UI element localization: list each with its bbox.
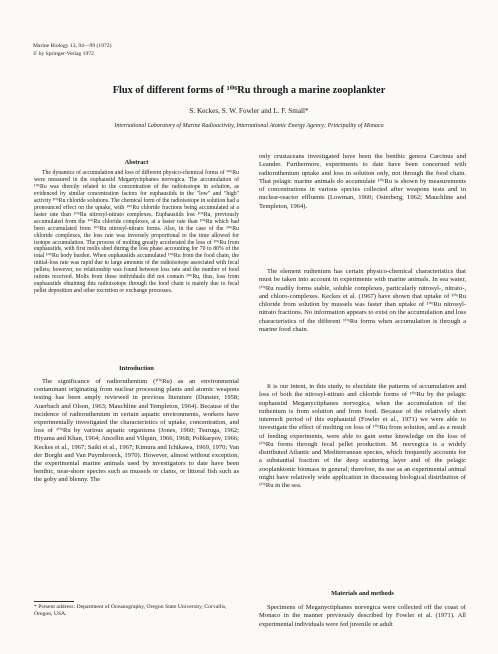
footnote: * Present address: Department of Oceanography, Oregon State University, Corvallis, Oregon, USA.: [34, 604, 227, 617]
abstract-heading: Abstract: [124, 159, 149, 166]
materials-methods-text: Specimens of Meganyctiphanes norvegica were collected off the coast of Monaco in the manner previously described by Fowler et al. (1971). All experimental individuals were fed juvenile or adult: [259, 604, 466, 628]
introduction-heading: Introduction: [119, 365, 154, 372]
copyright-line: © by Springer-Verlag 1972: [33, 50, 94, 57]
article-authors: S. Keckes, S. W. Fowler and L. F. Small*: [189, 107, 309, 115]
journal-header: [33, 43, 111, 58]
article-title: Flux of different forms of ¹⁰⁶Ru through a marine zooplankter: [112, 85, 386, 96]
introduction-text: The significance of radioruthenium (¹⁰⁶Ru) as an environmental contaminant originating from nuclear processing plants and atomic weapons testing has been amply reviewed in previous literature (Dunster, 1958; Auerbach and Olson, 1963; Mauchline and Templeton, 1964). Because of the incidence of radioruthenium in certain aquatic environments, workers have experimentally investigated the characteristics of uptake, concentration, and loss of ¹⁰⁶Ru by various aquatic organisms (Jones, 1960; Tsuruga, 1962; Hiyama and Khan, 1964; Ancellin and Vilquin, 1966, 1968; Polikarpov, 1966; Keckes et al., 1967; Saiki et al., 1967; Kimura and Ichikawa, 1969, 1970; Van der Borght and Van Puymbroeck, 1970). However, almost without exception, the experimental marine animals used by investigators to date have been benthic, near-shore species such as mussels or clams, or littoral fish such as the goby and blenny. The: [34, 378, 239, 484]
right-column-paragraph-3: It is our intent, in this study, to elucidate the patterns of accumulation and loss of both the nitrosyl-nitrato and chloride forms of ¹⁰⁶Ru by the pelagic euphausiid Meganyctiphanes norvegica, when the accumulation of the ruthenium is from solution and from food. Because of the relatively short intermolt period of this euphausiid (Fowler et al., 1971) we were able to investigate the effect of molting on loss of ¹⁰⁶Ru from solution, and as a result of feeding experiments, were able to gain some knowledge on the loss of ¹⁰⁶Ru forms through fecal pellet production. M. norvegica is a widely distributed Atlantic and Mediterranean species, which frequently accounts for a substantial fraction of the deep scattering layer and of the pelagic zooplanktonic biomass in general; therefore, its use as an experimental animal might have relatively wide application in discussing biological distribution of ¹⁰⁶Ru in the sea.: [259, 383, 466, 489]
right-column-paragraph-1: only crustaceans investigated have been the benthic genera Carcinus and Leander. Furthermore, experiments to date have been concerned with radioruthenium uptake and loss in solution only, not through the food chain. That pelagic marine animals do accumulate ¹⁰⁶Ru is shown by measurements of concentrations in various species collected after weapons tests and in nuclear-reactor effluents (Lowman, 1960; Osterberg, 1962; Mauchline and Templeton, 1964).: [259, 153, 466, 210]
materials-methods-heading: Materials and methods: [331, 590, 394, 597]
right-column-paragraph-2: The element ruthenium has certain physico-chemical characteristics that must be taken into account in experiments with marine animals. In sea water, ¹⁰⁶Ru readily forms stable, soluble complexes, particularly nitrosyl-, nitrato-, and chloro-complexes. Keckes et al. (1967) have shown that uptake of ¹⁰⁶Ru chloride from solution by mussels was faster than uptake of ¹⁰⁶Ru nitrosyl-nitrato fractions. No information appears to exist on the accumulation and loss characteristics of the different ¹⁰⁶Ru forms when accumulation is through a marine food chain.: [259, 268, 466, 333]
journal-citation: Marine Biology 13, 94—99 (1972): [33, 43, 112, 49]
footnote-rule: [34, 601, 74, 602]
abstract-text: The dynamics of accumulation and loss of different physico-chemical forms of ¹⁰⁶Ru were measured in the euphausiid Meganyctiphanes norvegica. The accumulation of ¹⁰⁶Ru was directly related to the concentration of the radioisotope in solution, as evidenced by similar concentration factors for euphausiids in the "low" and "high" activity ¹⁰⁶Ru chloride solutions. The chemical form of the radioisotope in solution had a pronounced effect on the uptake, with ¹⁰⁶Ru chloride fractions being accumulated at a faster rate than ¹⁰⁶Ru nitrosyl-nitrato complexes. Euphausiids lost ¹⁰⁶Ru, previously accumulated from the ¹⁰⁶Ru chloride complexes, at a faster rate than ¹⁰⁶Ru which had been accumulated from ¹⁰⁶Ru nitrosyl-nitrato forms. Also, in the case of the ¹⁰⁶Ru chloride complexes, the loss rate was inversely proportional to the time allowed for isotope accumulation. The process of molting greatly accelerated the loss of ¹⁰⁶Ru from euphausiids, with first molts shed during the loss phase accounting for 70 to 80% of the total ¹⁰⁶Ru body burden. When euphausiids accumulated ¹⁰⁶Ru from the food chain, the initial-loss rate was rapid due to large amounts of the radioisotope associated with fecal pellets; however, no relationship was found between loss rate and the number of food rations received. Molts from these individuals did not contain ¹⁰⁶Ru, thus, loss from euphausiids obtaining this radioisotope through the food chain is mainly due to fecal pellet deposition and other excretion or exchange processes.: [34, 170, 239, 295]
author-affiliation: International Laboratory of Marine Radioactivity, International Atomic Energy Agency; Principality of Monaco: [114, 123, 384, 129]
